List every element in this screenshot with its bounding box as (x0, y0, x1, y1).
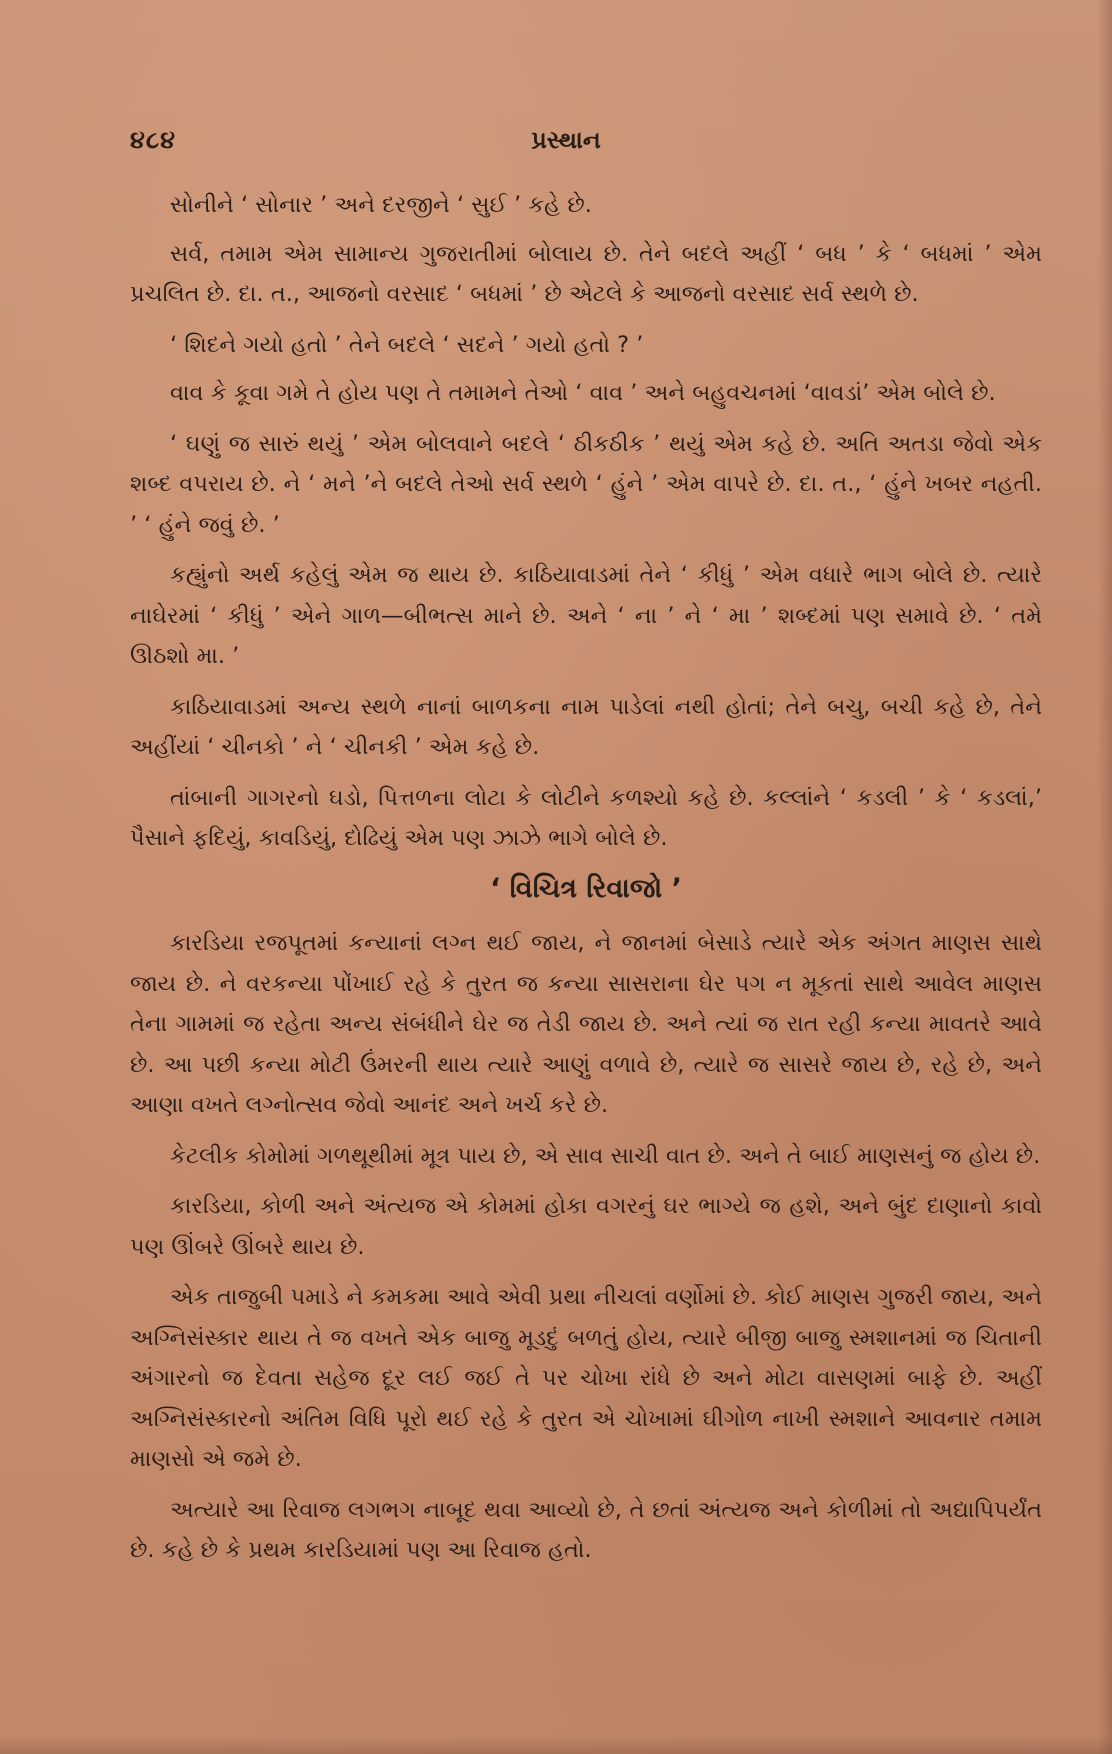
scan-bottom-shadow (0, 1736, 1112, 1754)
paragraph-6: કહ્યુંનો અર્થ કહેલું એમ જ થાય છે. કાઠિયાવાડમાં તેને ‘ કીધું ’ એમ વધારે ભાગ બોલે છે. ત્યારે નાઘેરમાં ‘ કીધું ’ એને ગાળ—બીભત્સ માને છે. અને ‘ ના ’ ને ‘ મા ’ શબ્દમાં પણ સમાવે છે. ‘ તમે ઊઠશો મા. ’ (130, 562, 1042, 669)
paragraph-4: વાવ કે કૂવા ગમે તે હોય પણ તે તમામને તેઓ ‘ વાવ ’ અને બહુવચનમાં ‘વાવડાં’ એમ બોલે છે. (170, 380, 996, 406)
paragraph-8: તાંબાની ગાગરનો ઘડો, પિત્તળના લોટા કે લોટીને કળશ્યો કહે છે. કલ્લાંને ‘ કડલી ’ કે ‘ કડલાં,’ પૈસાને ફદિયું, કાવડિયું, દોઢિયું એમ પણ ઝાઝે ભાગે બોલે છે. (130, 784, 1042, 851)
running-title: પ્રસ્થાન (531, 126, 601, 154)
paragraph-1: સોનીને ‘ સોનાર ’ અને દરજીને ‘ સુઈ ’ કહે છે. (170, 192, 592, 218)
paragraph-12: એક તાજુબી પમાડે ને કમકમા આવે એવી પ્રથા નીચલાં વર્ણોમાં છે. કોઈ માણસ ગુજરી જાય, અને અગ્નિસંસ્કાર થાય તે જ વખતે એક બાજુ મૂડદું બળતું હોય, ત્યારે બીજી બાજુ સ્મશાનમાં જ ચિતાની અંગારનો જ દેવતા સહેજ દૂર લઈ જઈ તે પર ચોખા રાંધે છે અને મોટા વાસણમાં બાફે છે. અહીં અગ્નિસંસ્કારનો અંતિમ વિધિ પૂરો થઈ રહે કે તુરત એ ચોખામાં ઘીગોળ નાખી સ્મશાને આવનાર તમામ માણસો એ જમે છે. (130, 1284, 1042, 1472)
paragraph-13: અત્યારે આ રિવાજ લગભગ નાબૂદ થવા આવ્યો છે, તે છતાં અંત્યજ અને કોળીમાં તો અદ્યાપિપર્યંત છે. કહે છે કે પ્રથમ કારડિયામાં પણ આ રિવાજ હતો. (130, 1496, 1042, 1563)
page-number: ૪૮૪ (130, 126, 176, 154)
paragraph-5: ‘ ઘણું જ સારું થયું ’ એમ બોલવાને બદલે ‘ ઠીકઠીક ’ થયું એમ કહે છે. અતિ અતડા જેવો એક શબ્દ વપરાય છે. ને ‘ મને ’ને બદલે તેઓ સર્વ સ્થળે ‘ હુંને ’ એમ વાપરે છે. દા. ત., ‘ હુંને ખબર નહતી. ’ ‘ હુંને જવું છે. ’ (130, 430, 1042, 538)
body-text (130, 185, 1042, 1581)
section-heading: ‘ વિચિત્ર રિવાજો ’ (490, 872, 682, 904)
scan-edge-shadow (1098, 0, 1112, 1754)
paragraph-9: કારડિયા રજપૂતમાં કન્યાનાં લગ્ન થઈ જાય, ને જાનમાં બેસાડે ત્યારે એક અંગત માણસ સાથે જાય છે. ને વરકન્યા પોંખાઈ રહે કે તુરત જ કન્યા સાસરાના ઘેર પગ ન મૂકતાં સાથે આવેલ માણસ તેના ગામમાં જ રહેતા અન્ય સંબંધીને ઘેર જ તેડી જાય છે. અને ત્યાં જ રાત રહી કન્યા માવતરે આવે છે. આ પછી કન્યા મોટી ઉંમરની થાય ત્યારે આણું વળાવે છે, ત્યારે જ સાસરે જાય છે, રહે છે, અને આણા વખતે લગ્નોત્સવ જેવો આનંદ અને ખર્ચ કરે છે. (130, 930, 1042, 1118)
page-header (130, 126, 1002, 158)
paragraph-3: ‘ શિદને ગયો હતો ’ તેને બદલે ‘ સદને ’ ગયો હતો ? ’ (170, 331, 644, 358)
paragraph-2: સર્વ, તમામ એમ સામાન્ય ગુજરાતીમાં બોલાય છે. તેને બદલે અહીં ‘ બધ ’ કે ‘ બધમાં ’ એમ પ્રચલિત છે. દા. ત., આજનો વરસાદ ‘ બધમાં ’ છે એટલે કે આજનો વરસાદ સર્વ સ્થળે છે. (130, 240, 1042, 307)
paragraph-11: કારડિયા, કોળી અને અંત્યજ એ કોમમાં હોકા વગરનું ઘર ભાગ્યે જ હશે, અને બુંદ દાણાનો કાવો પણ ઊંબરે ઊંબરે થાય છે. (130, 1193, 1042, 1260)
paragraph-10: કેટલીક કોમોમાં ગળથૂથીમાં મૂત્ર પાય છે, એ સાવ સાચી વાત છે. અને તે બાઈ માણસનું જ હોય છે. (170, 1142, 1041, 1169)
paragraph-7: કાઠિયાવાડમાં અન્ય સ્થળે નાનાં બાળકના નામ પાડેલાં નથી હોતાં; તેને બચુ, બચી કહે છે, તેને અહીંયાં ‘ ચીનકો ’ ને ‘ ચીનકી ’ એમ કહે છે. (130, 693, 1042, 760)
